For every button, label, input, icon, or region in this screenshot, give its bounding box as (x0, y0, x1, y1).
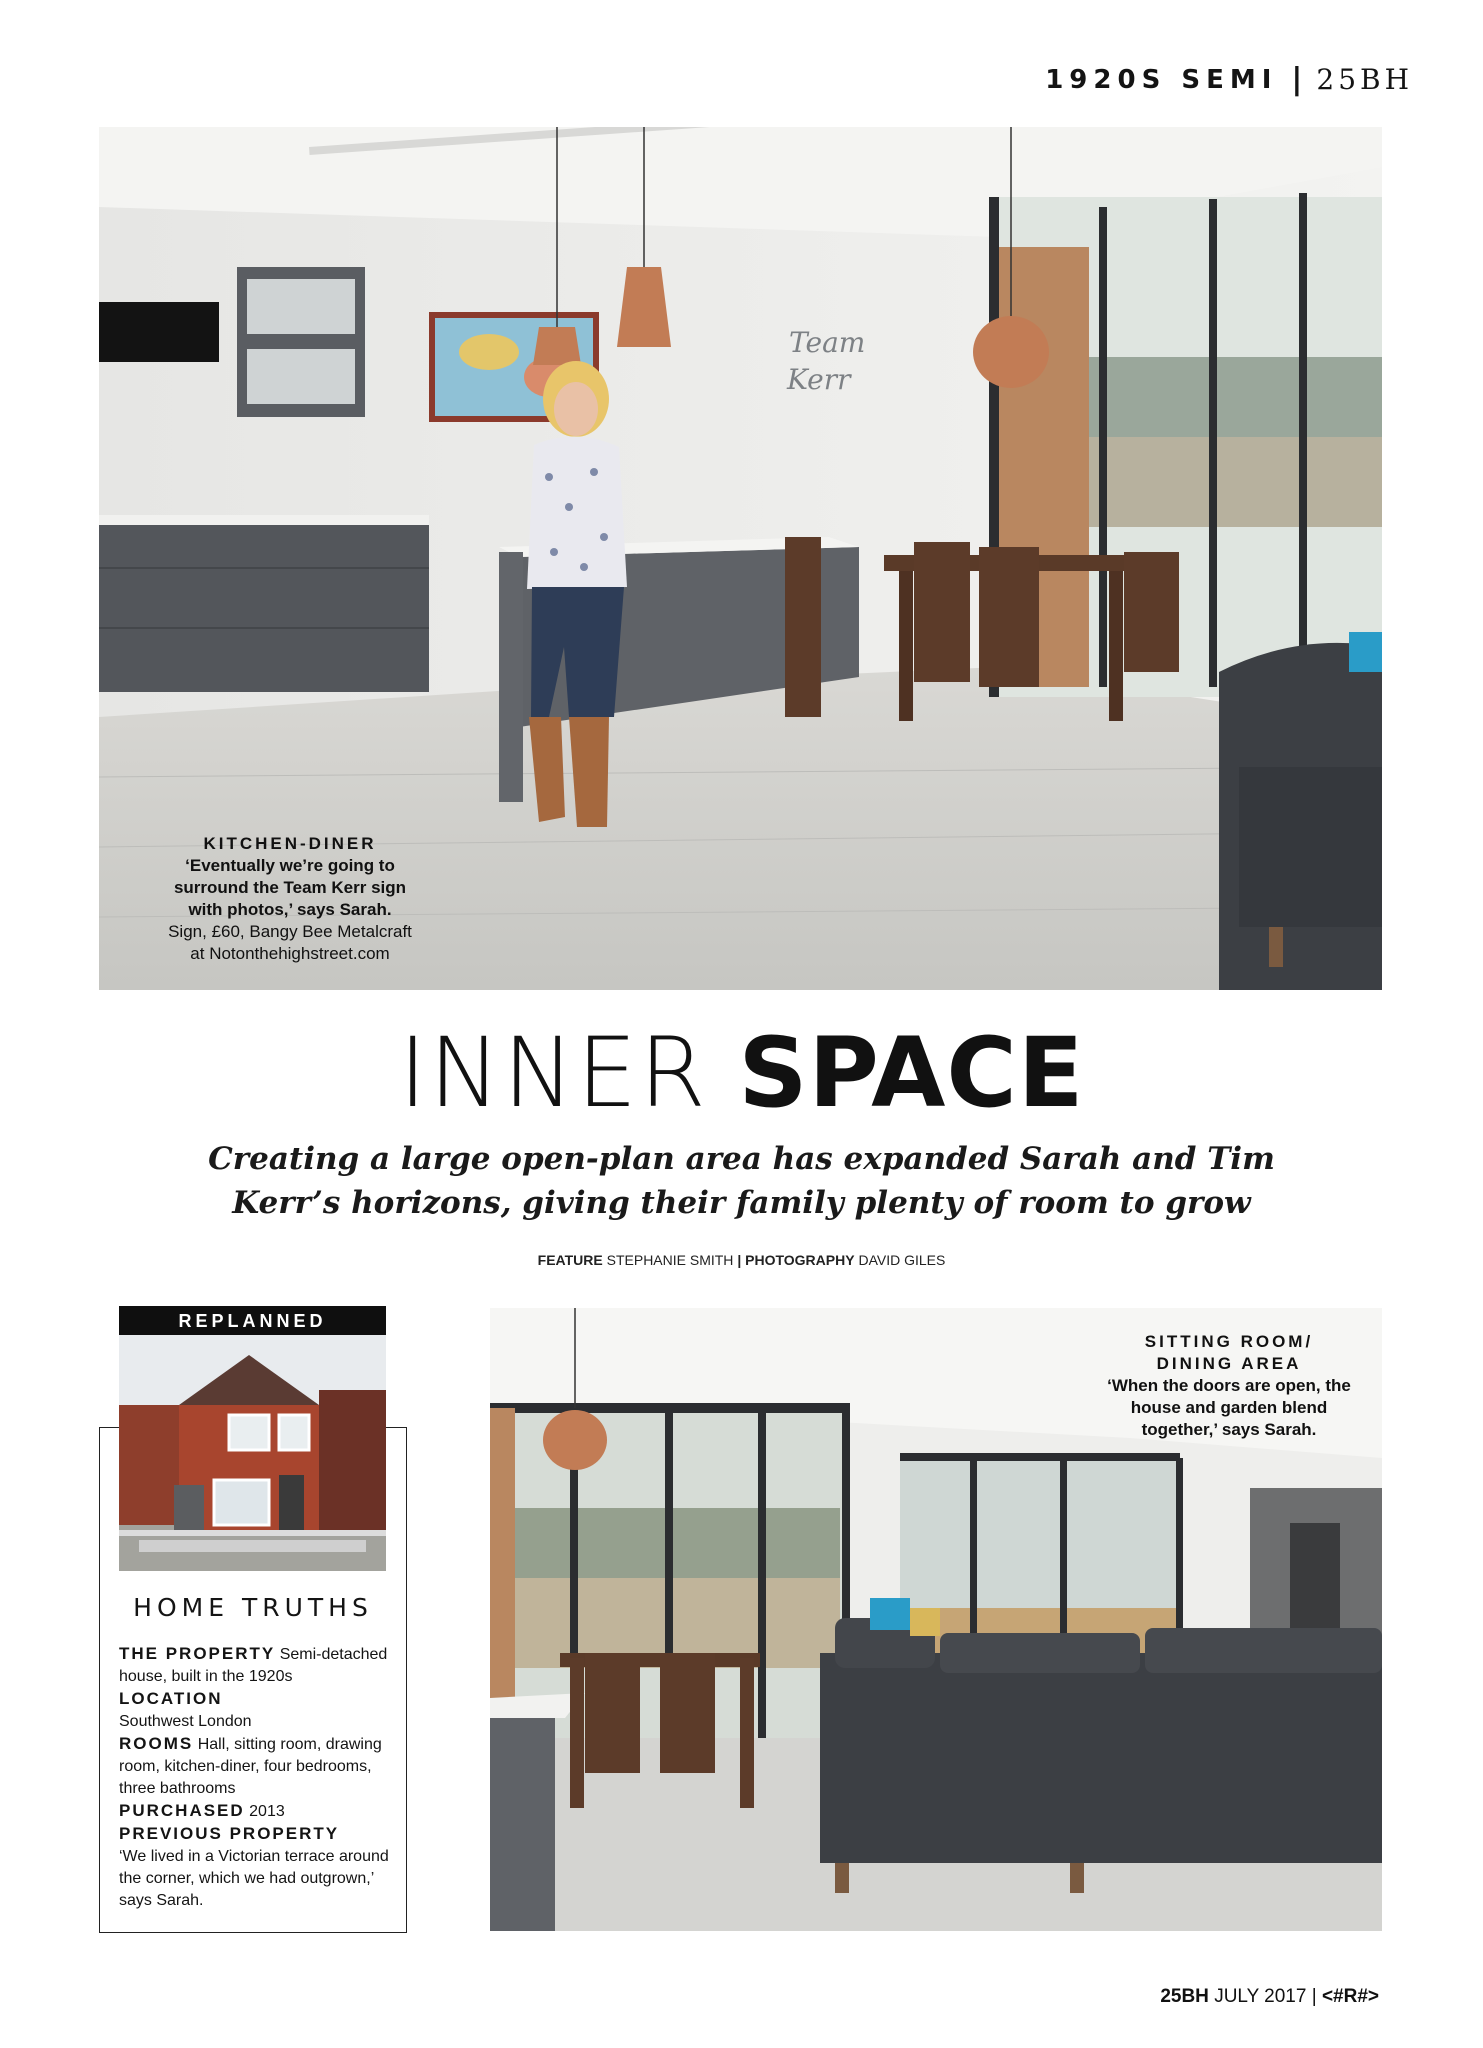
sitting-caption-heading-2: DINING AREA (1156, 1354, 1302, 1373)
footer-magazine: 25BH (1160, 1986, 1209, 2007)
photography-name: DAVID GILES (858, 1252, 946, 1268)
footer-separator: | (1311, 1986, 1317, 2007)
kitchen-caption-heading: KITCHEN-DINER (203, 834, 377, 853)
truth-value: Southwest London (119, 1713, 252, 1730)
magazine-name: 25BH (1316, 63, 1413, 96)
headline (0, 1018, 1483, 1128)
footer-date: JULY 2017 (1214, 1986, 1307, 2007)
truth-value: Hall, sitting room, drawing room, kitchen-diner, four bedrooms, three bathrooms (119, 1736, 382, 1797)
kitchen-caption-credit: Sign, £60, Bangy Bee Metalcraft at Notonthehighstreet.com (168, 922, 412, 963)
truth-value: Semi-detached house, built in the 1920s (119, 1646, 388, 1685)
truth-key: ROOMS (119, 1734, 194, 1753)
truth-rooms (119, 1733, 401, 1800)
replanned-badge: REPLANNED (119, 1306, 386, 1336)
header-separator: | (1291, 62, 1303, 97)
truth-key: PREVIOUS PROPERTY (119, 1824, 340, 1843)
sitting-caption-quote: ‘When the doors are open, the house and garden blend together,’ says Sarah. (1107, 1376, 1351, 1439)
section-label: 1920S SEMI (1045, 64, 1278, 95)
truth-key: LOCATION (119, 1689, 223, 1708)
home-truths-title: HOME TRUTHS (133, 1593, 373, 1622)
credits-separator: | (737, 1252, 742, 1268)
truth-key: THE PROPERTY (119, 1644, 276, 1663)
truth-value: ‘We lived in a Victorian terrace around the corner, which we had outgrown,’ says Sarah. (119, 1848, 389, 1909)
house-exterior-photo (119, 1335, 386, 1571)
photography-label: PHOTOGRAPHY (745, 1252, 855, 1268)
sitting-caption-heading-1: SITTING ROOM/ (1144, 1332, 1314, 1351)
home-truths-list (119, 1643, 401, 1912)
footer-page-number: <#R#> (1321, 1986, 1379, 2007)
headline-light: INNER (398, 1017, 708, 1129)
kitchen-caption (160, 833, 420, 965)
truth-property (119, 1643, 401, 1688)
running-header (1045, 62, 1413, 97)
truth-location (119, 1688, 401, 1733)
truth-previous-property (119, 1823, 401, 1912)
team-sign-line2: Kerr (787, 363, 851, 396)
kitchen-caption-quote: ‘Eventually we’re going to surround the Team Kerr sign with photos,’ says Sarah. (173, 856, 407, 919)
sitting-caption (1098, 1331, 1360, 1441)
page-footer (1160, 1986, 1379, 2008)
feature-name: STEPHANIE SMITH (606, 1252, 734, 1268)
truth-purchased (119, 1800, 401, 1823)
feature-label: FEATURE (537, 1252, 603, 1268)
truth-key: PURCHASED (119, 1801, 245, 1820)
truth-value: 2013 (249, 1803, 285, 1820)
headline-bold: SPACE (738, 1017, 1085, 1129)
credits-line (0, 1252, 1483, 1268)
house-exterior-illustration (119, 1335, 386, 1571)
standfirst: Creating a large open-plan area has expanded Sarah and Tim Kerr’s horizons, giving their family plenty of room to grow (208, 1141, 1275, 1221)
team-sign-line1: Team (789, 326, 866, 359)
